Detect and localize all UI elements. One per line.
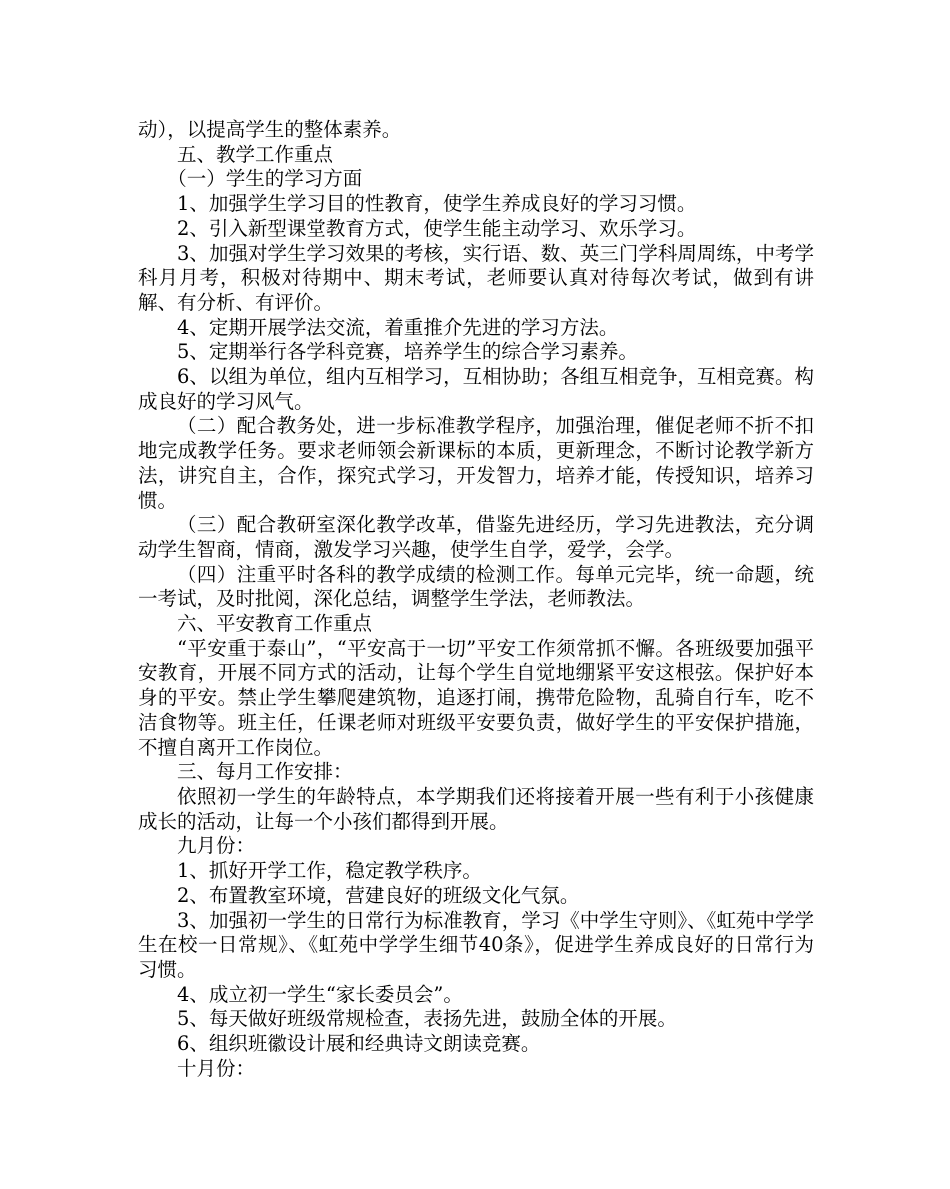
section-heading-teaching-focus: 五、教学工作重点	[177, 142, 334, 166]
list-item-paragraph: 5、定期举行各学科竞赛，培养学生的综合学习素养。	[177, 340, 638, 364]
body-paragraph: “平安重于泰山”，“平安高于一切”平安工作须常抓不懈。各班级要加强平安教育，开展不同方式的活动，让每个学生自觉地绷紧平安这根弦。保护好本身的平安。禁止学生攀爬建筑物，追逐打闹，携带危险物，乱骑自行车，吃不洁食物等。班主任，任课老师对班级平安要负责，做好学生的平安保护措施，不擅自离开工作岗位。	[138, 636, 814, 759]
list-item-paragraph: 3、加强对学生学习效果的考核，实行语、数、英三门学科周周练，中考学科月月考，积极对待期中、期末考试，老师要认真对待每次考试，做到有讲解、有分析、有评价。	[138, 241, 814, 314]
body-paragraph: （三）配合教研室深化教学改革，借鉴先进经历，学习先进教法，充分调动学生智商，情商，激发学习兴趣，使学生自学，爱学，会学。	[138, 513, 814, 561]
month-heading-september: 九月份：	[177, 834, 256, 858]
list-item-paragraph: 4、成立初一学生“家长委员会”。	[177, 982, 463, 1006]
document-page	[138, 118, 814, 1081]
list-item-paragraph: 4、定期开展学法交流，着重推介先进的学习方法。	[177, 315, 619, 339]
list-item-paragraph: 2、引入新型课堂教育方式，使学生能主动学习、欢乐学习。	[177, 216, 697, 240]
body-paragraph: 依照初一学生的年龄特点，本学期我们还将接着开展一些有利于小孩健康成长的活动，让每一个小孩们都得到开展。	[138, 784, 814, 833]
section-heading-monthly-plan: 三、每月工作安排：	[177, 760, 353, 784]
section-heading-safety-focus: 六、平安教育工作重点	[177, 612, 373, 636]
paragraph-continuation: 动），以提高学生的整体素养。	[138, 118, 402, 141]
subsection-heading-student-learning: （一）学生的学习方面	[167, 167, 363, 191]
list-item-paragraph: 5、每天做好班级常规检查，表扬先进，鼓励全体的开展。	[177, 1007, 677, 1031]
list-item-paragraph: 1、抓好开学工作，稳定教学秩序。	[177, 859, 482, 883]
list-item-paragraph: 6、以组为单位，组内互相学习，互相协助；各组互相竞争，互相竞赛。构成良好的学习风气。	[138, 365, 814, 413]
list-item-paragraph: 3、加强初一学生的日常行为标准教育，学习《中学生守则》、《虹苑中学学生在校一日常规》、《虹苑中学学生细节40条》，促进学生养成良好的日常行为习惯。	[138, 908, 814, 981]
list-item-paragraph: 6、组织班徽设计展和经典诗文朗读竞赛。	[177, 1032, 541, 1056]
month-heading-october: 十月份：	[177, 1056, 256, 1080]
list-item-paragraph: 2、布置教室环境，营建良好的班级文化气氛。	[177, 883, 580, 907]
list-item-paragraph: 1、加强学生学习目的性教育，使学生养成良好的学习习惯。	[177, 192, 697, 216]
body-paragraph: （二）配合教务处，进一步标准教学程序，加强治理，催促老师不折不扣地完成教学任务。要求老师领会新课标的本质，更新理念，不断讨论教学新方法，讲究自主，合作，探究式学习，开发智力，培养才能，传授知识，培养习惯。	[138, 414, 814, 512]
body-paragraph: （四）注重平时各科的教学成绩的检测工作。每单元完毕，统一命题，统一考试，及时批阅，深化总结，调整学生学法，老师教法。	[138, 562, 814, 611]
